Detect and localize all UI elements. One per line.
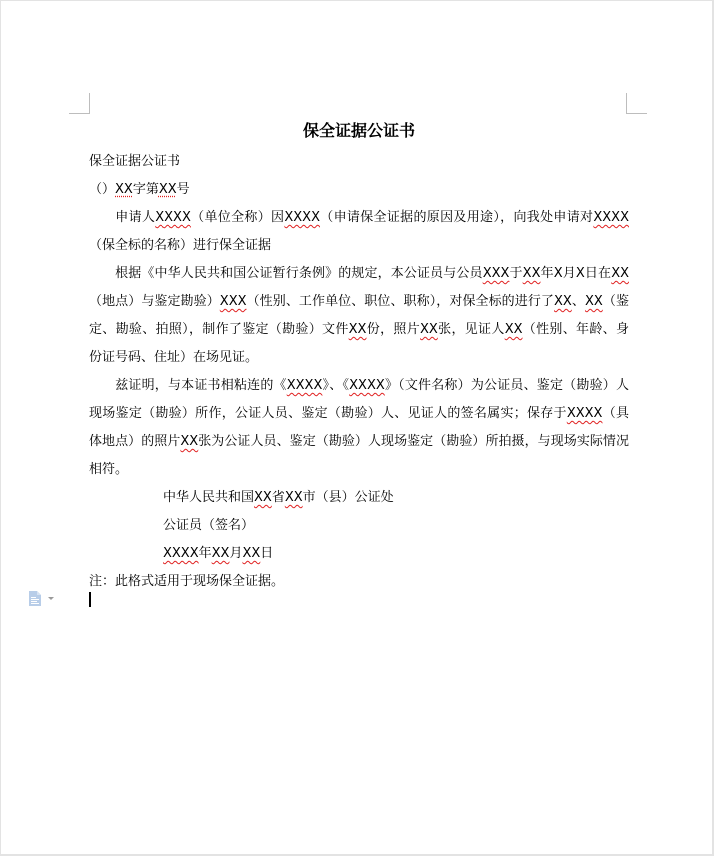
document-title: 保全证据公证书 xyxy=(302,121,415,140)
signature-date: XXXX年XX月XX日 xyxy=(163,546,274,561)
margin-corner-top-right xyxy=(626,93,647,114)
document-number-line: （）XX字第XX号 xyxy=(89,182,190,197)
signature-office: 中华人民共和国XX省XX市（县）公证处 xyxy=(163,490,394,505)
paste-options-dropdown-icon[interactable] xyxy=(48,597,54,600)
paragraph-certification: 兹证明，与本证书相粘连的《XXXX》、《XXXX》（文件名称）为公证员、鉴定（勘验）人现场鉴定（勘验）所作，公证人员、鉴定（勘验）人、见证人的签名属实；保存于XXXX（具体地点）的照片XX张为公证人员、鉴定（勘验）人现场鉴定（勘验）所拍摄，与现场实际情况相符。 xyxy=(89,378,629,477)
paragraph-application: 申请人XXXX（单位全称）因XXXX（申请保全证据的原因及用途），向我处申请对XXXX（保全标的名称）进行保全证据 xyxy=(89,210,629,253)
paste-options-icon[interactable] xyxy=(28,591,42,606)
document-note: 注：此格式适用于现场保全证据。 xyxy=(89,574,285,589)
paragraph-basis: 根据《中华人民共和国公证暂行条例》的规定，本公证员与公员XXX于XX年X月X日在XX（地点）与鉴定勘验）XXX（性别、工作单位、职位、职称），对保全标的进行了XX、XX（鉴定、勘验、拍照），制作了鉴定（勘验）文件XX份，照片XX张，见证人XX（性别、年龄、身份证号码、住址）在场见证。 xyxy=(89,266,629,365)
text-cursor xyxy=(89,592,91,607)
document-body[interactable] xyxy=(89,118,629,596)
margin-corner-top-left xyxy=(69,93,90,114)
document-subtitle: 保全证据公证书 xyxy=(89,154,181,169)
signature-notary: 公证员（签名） xyxy=(163,518,255,533)
